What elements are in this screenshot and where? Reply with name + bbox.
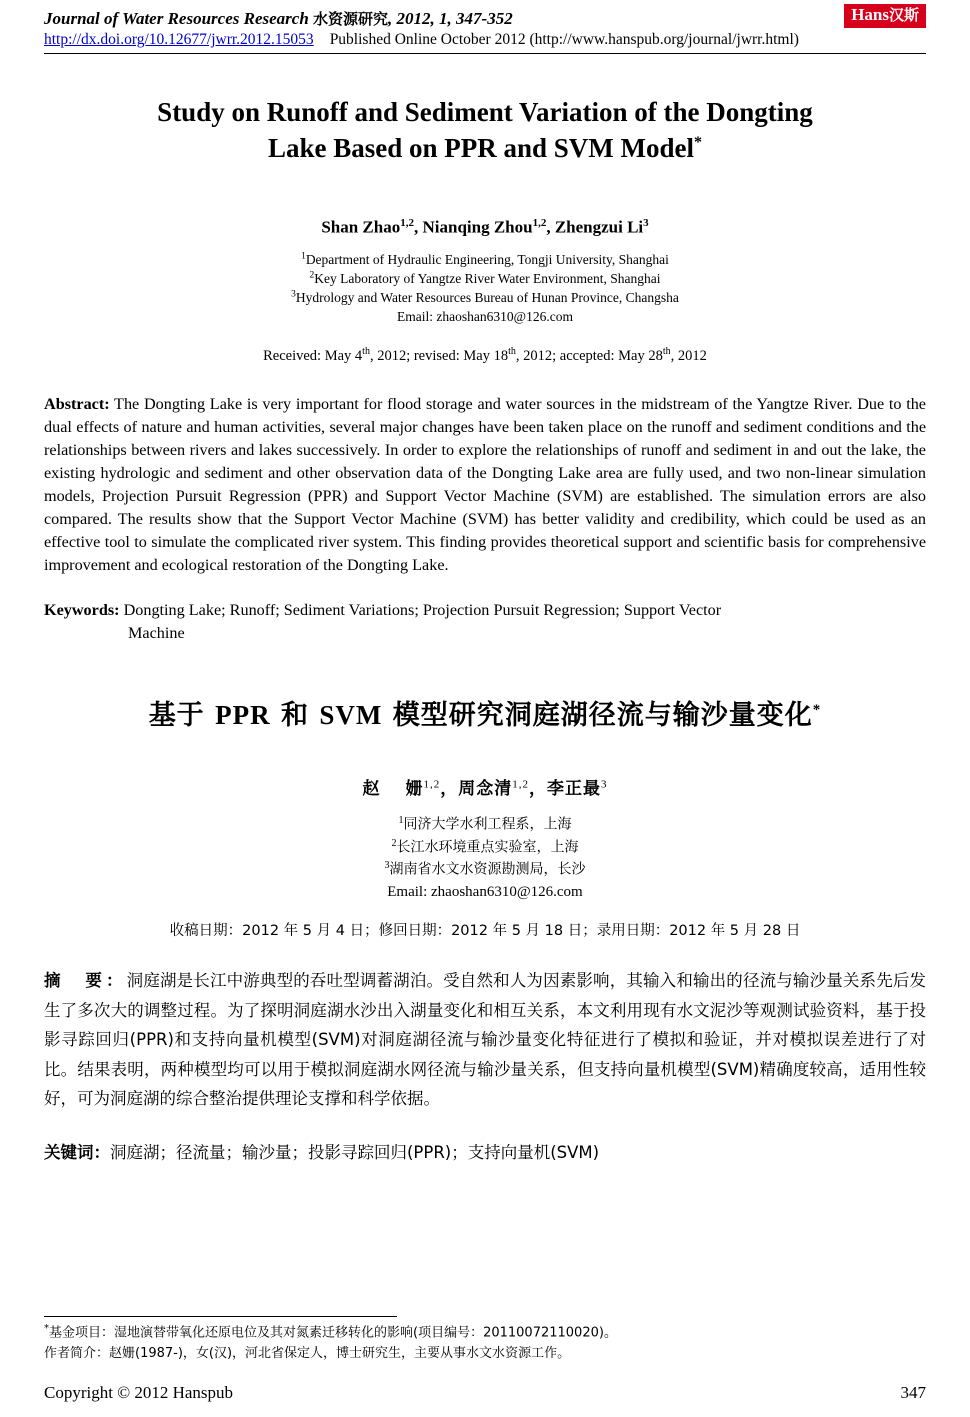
abstract-section-cn	[44, 966, 926, 1113]
cn-author-sep-2: ，李正最	[528, 778, 601, 799]
affiliation-item	[44, 269, 926, 288]
cn-author-sep-1: ，周念清	[440, 778, 513, 799]
cn-keywords-body: 洞庭湖；径流量；输沙量；投影寻踪回归(PPR)；支持向量机(SVM)	[110, 1143, 600, 1163]
author-name-2: , Nianqing Zhou	[413, 217, 533, 237]
footnote-divider	[44, 1316, 397, 1317]
cn-abstract-body: 洞庭湖是长江中游典型的吞吐型调蓄湖泊。受自然和人为因素影响，其输入和输出的径流与输沙量关系先后发生了多次大的调整过程。为了探明洞庭湖水沙出入湖量变化和相互关系，本文利用现有水文泥沙等观测试验资料，基于投影寻踪回归(PPR)和支持向量机模型(SVM)对洞庭湖径流与输沙量变化特征进行了模拟和验证，并对模拟误差进行了对比。结果表明，两种模型均可以用于模拟洞庭湖水网径流与输沙量关系，但支持向量机模型(SVM)精确度较高，适用性较好，可为洞庭湖的综合整治提供理论支撑和科学依据。	[44, 971, 927, 1108]
keywords-section	[44, 599, 926, 645]
journal-header	[44, 0, 926, 54]
title-footnote-marker: *	[694, 134, 703, 152]
cn-abstract-colon: ：	[105, 971, 127, 991]
cn-affiliation-marker: 1	[398, 814, 404, 826]
page-title	[44, 94, 926, 167]
affiliation-list-cn	[44, 813, 926, 903]
cn-affiliation-item	[44, 836, 926, 859]
footnote-funding-text: 基金项目：湿地演替带氧化还原电位及其对氮素迁移转化的影响(项目编号：20110072110020)。	[49, 1325, 617, 1341]
accepted-text: , 2012; accepted: May 28	[515, 347, 663, 364]
copyright-text: Copyright © 2012 Hanspub	[44, 1383, 234, 1402]
title-line-2: Lake Based on PPR and SVM Model	[267, 133, 695, 164]
cn-author-affil-marker-2: 1,2	[512, 778, 529, 791]
affiliation-text: Department of Hydraulic Engineering, Tongji University, Shanghai	[305, 251, 669, 267]
affiliation-list	[44, 250, 926, 327]
cn-author-email: Email: zhaoshan6310@126.com	[387, 883, 583, 900]
cn-title-footnote-marker: *	[812, 701, 822, 718]
journal-title-line	[44, 8, 926, 29]
hans-logo-cn: 汉斯	[888, 6, 919, 24]
cn-abstract-label: 摘 要	[44, 971, 106, 991]
received-prefix: Received: May 4	[263, 347, 363, 364]
abstract-section	[44, 393, 926, 577]
page-number: 347	[900, 1383, 926, 1402]
journal-doi-line	[44, 31, 926, 49]
affiliation-item	[44, 250, 926, 269]
affiliation-item	[44, 288, 926, 307]
cn-title-part-1: 基于	[148, 699, 216, 731]
affiliation-text: Key Laboratory of Yangtze River Water Environment, Shanghai	[314, 270, 661, 286]
author-affil-marker-3: 3	[643, 216, 649, 229]
published-online-text: Published Online October 2012 (http://www.hanspub.org/journal/jwrr.html)	[329, 31, 799, 48]
page-footer	[44, 1383, 926, 1403]
cn-title-part-3: 模型研究洞庭湖径流与输沙量变化	[382, 699, 813, 731]
doi-link[interactable]: http://dx.doi.org/10.12677/jwrr.2012.15053	[44, 31, 314, 48]
affiliation-marker: 1	[301, 251, 306, 262]
journal-title-en: Journal of Water Resources Research	[44, 9, 309, 28]
cn-title-latin-2: SVM	[319, 699, 383, 730]
cn-author-name-1: 赵 姗	[362, 778, 424, 799]
keywords-label: Keywords:	[44, 600, 120, 619]
received-ordinal-3: th	[662, 346, 671, 358]
author-email: Email: zhaoshan6310@126.com	[397, 309, 573, 324]
keywords-line-2: Machine	[128, 623, 185, 642]
footnote-funding	[44, 1321, 926, 1344]
abstract-label: Abstract:	[44, 394, 110, 413]
cn-affiliation-item	[44, 813, 926, 836]
journal-title-cn: 水资源研究	[313, 10, 389, 28]
header-divider	[44, 53, 926, 54]
cn-affiliation-marker: 3	[384, 860, 390, 872]
author-affil-marker-2: 1,2	[532, 216, 547, 229]
revised-text: , 2012; revised: May 18	[369, 347, 509, 364]
author-list	[44, 217, 926, 238]
hans-logo-en: Hans	[851, 5, 889, 24]
cn-affiliation-text: 同济大学水利工程系，上海	[403, 816, 572, 833]
author-name-1: Shan Zhao	[321, 217, 401, 237]
affiliation-marker: 2	[309, 270, 315, 281]
author-affil-marker-1: 1,2	[400, 216, 414, 229]
keywords-line-1: Dongting Lake; Runoff; Sediment Variations; Projection Pursuit Regression; Support Vector	[119, 600, 722, 619]
received-ordinal-1: th	[362, 346, 370, 358]
cn-keywords-label: 关键词	[44, 1143, 94, 1163]
cn-author-affil-marker-1: 1,2	[423, 778, 441, 791]
abstract-body: The Dongting Lake is very important for flood storage and water sources in the midstream of the Yangtze River. Due to the dual effects of nature and human activities, several major changes have been taken place on the runoff and sediment conditions and the relationships between rivers and lakes successively. In order to explore the relationships of runoff and sediment in and out the lake, the existing hydrologic and sediment and other observation data of the Dongting Lake area are fully used, and two non-linear simulation models, Projection Pursuit Regression (PPR) and Support Vector Machine (SVM) are established. The simulation errors are also compared. The results show that the Support Vector Machine (SVM) has better validity and credibility, which could be used as an effective tool to simulate the complicated river system. This finding provides theoretical support and scientific basis for comprehensive improvement and ecological restoration of the Dongting Lake.	[44, 394, 926, 574]
footnote-marker: *	[44, 1323, 49, 1335]
hans-publisher-logo	[844, 4, 926, 28]
author-list-cn	[44, 774, 926, 799]
cn-affiliation-marker: 2	[391, 837, 397, 849]
author-name-3: , Zhengzui Li	[546, 217, 644, 237]
keywords-section-cn	[44, 1139, 926, 1168]
title-line-1: Study on Runoff and Sediment Variation of the Dongting	[157, 97, 813, 127]
affiliation-text: Hydrology and Water Resources Bureau of Hunan Province, Changsha	[295, 289, 679, 305]
footnote-author-bio: 作者简介：赵姗(1987-)，女(汉)，河北省保定人，博士研究生，主要从事水文水资源工作。	[44, 1346, 571, 1362]
cn-title-latin-1: PPR	[215, 699, 271, 730]
cn-title-part-2: 和	[270, 699, 320, 731]
cn-keywords-colon: ：	[93, 1143, 110, 1163]
cn-affiliation-item	[44, 858, 926, 881]
footnote-area	[44, 1316, 926, 1365]
affiliation-marker: 3	[291, 289, 296, 300]
received-dates	[44, 346, 926, 365]
page-title-cn	[44, 693, 926, 732]
cn-affiliation-text: 湖南省水文水资源勘测局，长沙	[389, 861, 586, 878]
cn-received-dates: 收稿日期：2012 年 5 月 4 日；修回日期：2012 年 5 月 18 日；录用日期：2012 年 5 月 28 日	[169, 923, 801, 940]
journal-issue-info: , 2012, 1, 347-352	[388, 9, 513, 28]
cn-affiliation-text: 长江水环境重点实验室，上海	[396, 839, 579, 856]
received-ordinal-2: th	[508, 346, 516, 358]
received-suffix: , 2012	[670, 347, 707, 364]
cn-author-affil-marker-3: 3	[600, 778, 608, 791]
